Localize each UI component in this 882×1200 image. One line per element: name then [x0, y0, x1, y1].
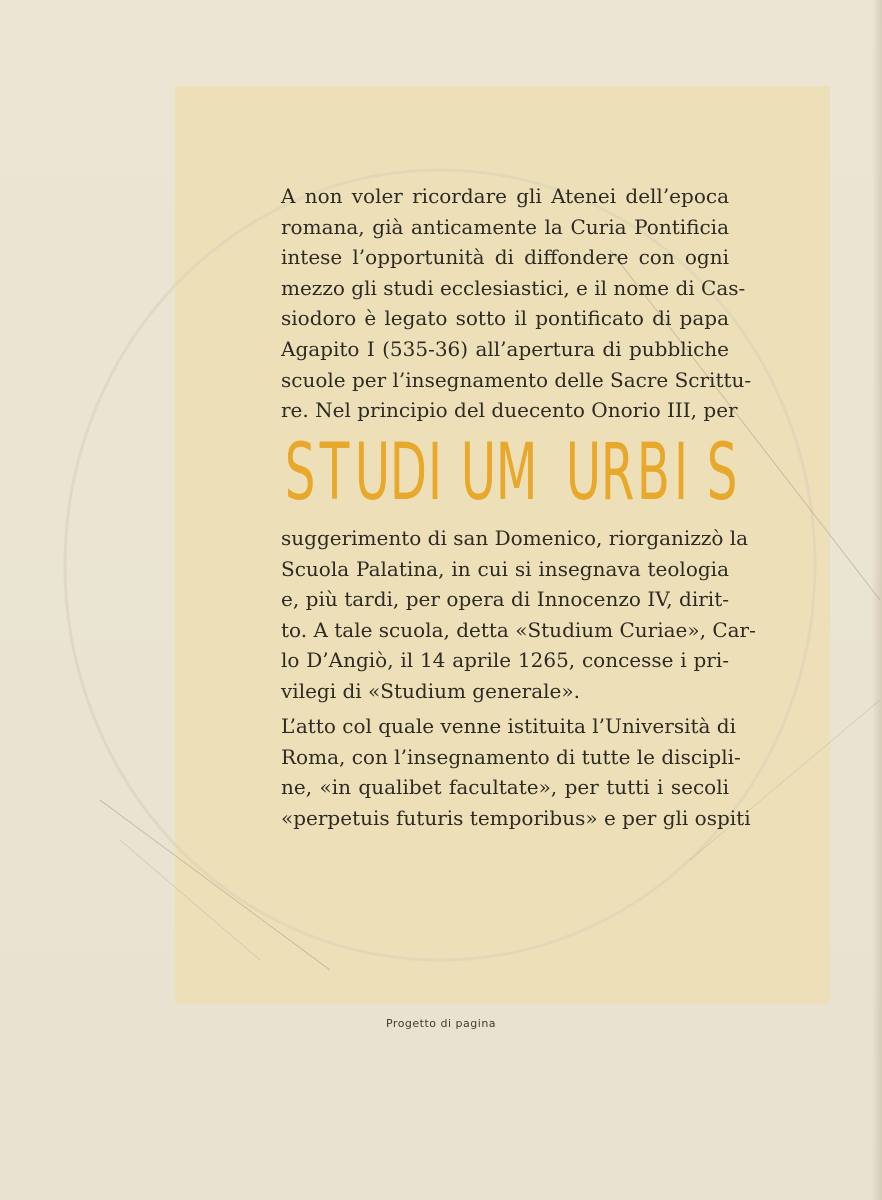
headline-space — [531, 432, 550, 514]
text-line: Agapito I (535-36) all’apertura di pubbliche — [281, 336, 729, 361]
headline-letter: U — [460, 428, 496, 518]
body-paragraph-3 — [281, 711, 751, 833]
text-line: ne, «in qualibet facultate», per tutti i secoli — [281, 775, 729, 800]
text-line: lo D’Angiò, il 14 aprile 1265, concesse i pri- — [281, 648, 729, 673]
headline-letter: M — [495, 428, 538, 518]
text-line: to. A tale scuola, detta «Studium Curiae», Car- — [281, 617, 756, 642]
headline-letter: S — [706, 428, 738, 518]
headline-letter: D — [390, 428, 428, 518]
headline-letter: S — [284, 428, 316, 518]
headline-letter: U — [355, 428, 391, 518]
headline-letter: B — [636, 428, 670, 518]
text-line: mezzo gli studi ecclesiastici, e il nome di Cas- — [281, 275, 746, 300]
text-line: re. Nel principio del duecento Onorio III, per — [281, 398, 738, 423]
text-line: e, più tardi, per opera di Innocenzo IV, dirit- — [281, 587, 729, 612]
text-line: intese l’opportunità di diffondere con ogni — [281, 245, 729, 270]
text-line: siodoro è legato sotto il pontificato di papa — [281, 306, 729, 331]
headline-letter: T — [319, 428, 350, 518]
text-line: A non voler ricordare gli Atenei dell’epoca — [281, 184, 729, 208]
text-line: L’atto col quale venne istituita l’Università di — [281, 714, 737, 738]
page-caption: Progetto di pagina — [385, 1017, 497, 1030]
text-line: «perpetuis futuris temporibus» e per gli ospiti — [281, 805, 751, 830]
headline-letter: R — [601, 428, 635, 518]
headline-studium-urbis — [279, 428, 738, 518]
text-line: Roma, con l’insegnamento di tutte le discipli- — [281, 744, 741, 769]
text-line: Scuola Palatina, in cui si insegnava teologia — [281, 556, 729, 581]
headline-letter: U — [565, 428, 602, 518]
headline-letter: I — [427, 428, 442, 518]
body-paragraph-2 — [281, 523, 756, 707]
text-line: romana, già anticamente la Curia Pontificia — [281, 214, 729, 239]
text-line: scuole per l’insegnamento delle Sacre Scrittu- — [281, 367, 752, 392]
text-line: suggerimento di san Domenico, riorganizzò la — [281, 526, 749, 550]
headline-letter: I — [673, 428, 688, 518]
body-paragraph-1 — [281, 181, 752, 426]
text-line: vilegi di «Studium generale». — [281, 678, 580, 703]
